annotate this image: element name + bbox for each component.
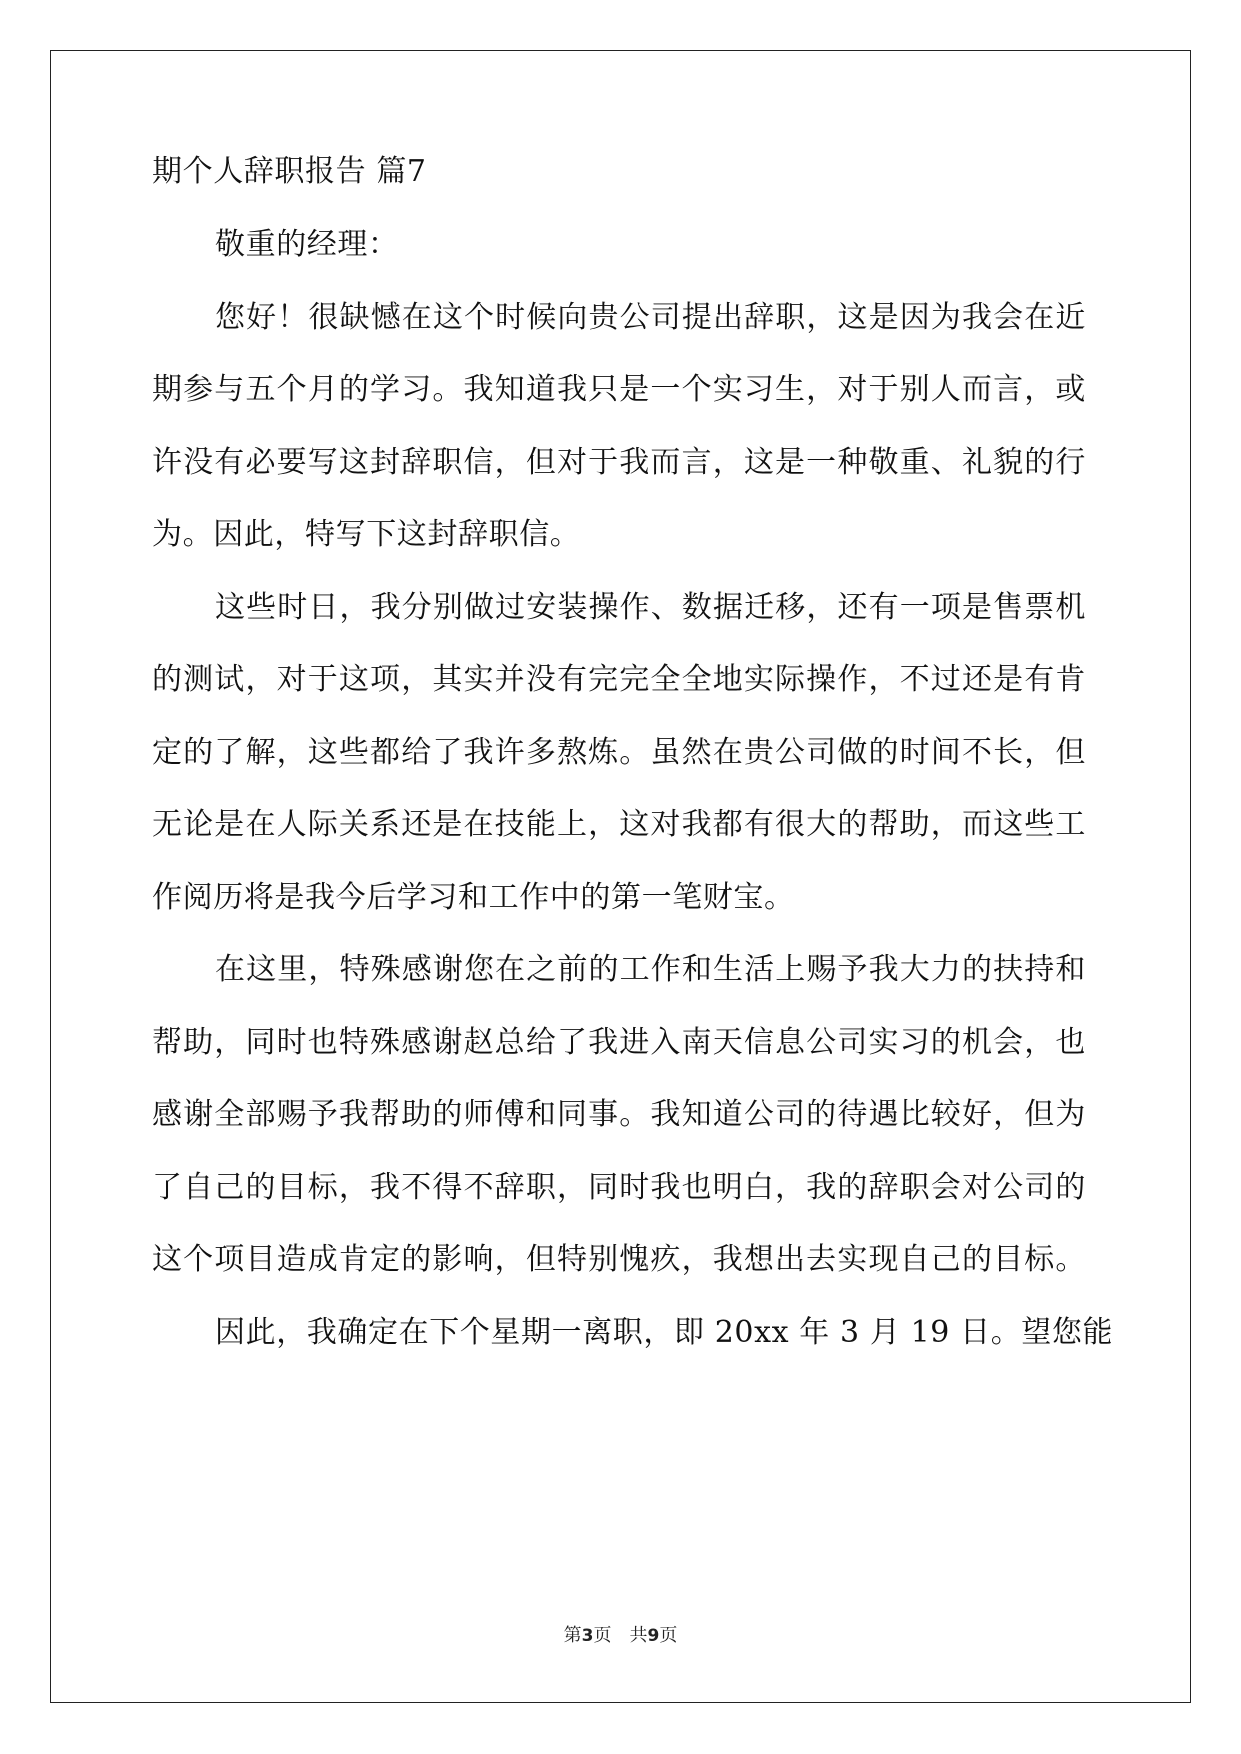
paragraph-2-line-5: 作阅历将是我今后学习和工作中的第一笔财宝。 — [152, 880, 795, 915]
paragraph-1-line-2: 期参与五个月的学习。我知道我只是一个实习生，对于别人而言，或 — [152, 372, 1086, 407]
paragraph-3-line-5: 这个项目造成肯定的影响，但特别愧疚，我想出去实现自己的目标。 — [152, 1242, 1086, 1277]
salutation: 敬重的经理： — [215, 227, 399, 262]
paragraph-3-line-3: 感谢全部赐予我帮助的师傅和同事。我知道公司的待遇比较好，但为 — [152, 1097, 1086, 1132]
total-prefix: 共 — [629, 1625, 648, 1646]
page-suffix: 页 — [593, 1625, 612, 1646]
paragraph-1-line-4: 为。因此，特写下这封辞职信。 — [152, 517, 581, 552]
document-title: 期个人辞职报告 篇7 — [152, 154, 427, 189]
paragraph-2-line-1: 这些时日，我分别做过安装操作、数据迁移，还有一项是售票机 — [215, 590, 1086, 625]
paragraph-2-line-4: 无论是在人际关系还是在技能上，这对我都有很大的帮助，而这些工 — [152, 807, 1086, 842]
paragraph-2-line-3: 定的了解，这些都给了我许多熬炼。虽然在贵公司做的时间不长，但 — [152, 735, 1086, 770]
page-footer — [0, 1625, 1241, 1647]
paragraph-3-line-1: 在这里，特殊感谢您在之前的工作和生活上赐予我大力的扶持和 — [215, 952, 1086, 987]
paragraph-1-line-3: 许没有必要写这封辞职信，但对于我而言，这是一种敬重、礼貌的行 — [152, 445, 1086, 480]
paragraph-1-line-1: 您好！很缺憾在这个时候向贵公司提出辞职，这是因为我会在近 — [215, 300, 1086, 335]
total-page-count: 9 — [647, 1626, 660, 1646]
paragraph-4-line-1: 因此，我确定在下个星期一离职，即 20xx 年 3 月 19 日。望您能 — [215, 1315, 1114, 1350]
current-page-number: 3 — [581, 1626, 594, 1646]
paragraph-3-line-4: 了自己的目标，我不得不辞职，同时我也明白，我的辞职会对公司的 — [152, 1170, 1086, 1205]
paragraph-2-line-2: 的测试，对于这项，其实并没有完完全全地实际操作，不过还是有肯 — [152, 662, 1086, 697]
paragraph-3-line-2: 帮助，同时也特殊感谢赵总给了我进入南天信息公司实习的机会，也 — [152, 1025, 1086, 1060]
page-prefix: 第 — [563, 1625, 582, 1646]
total-suffix: 页 — [659, 1625, 678, 1646]
